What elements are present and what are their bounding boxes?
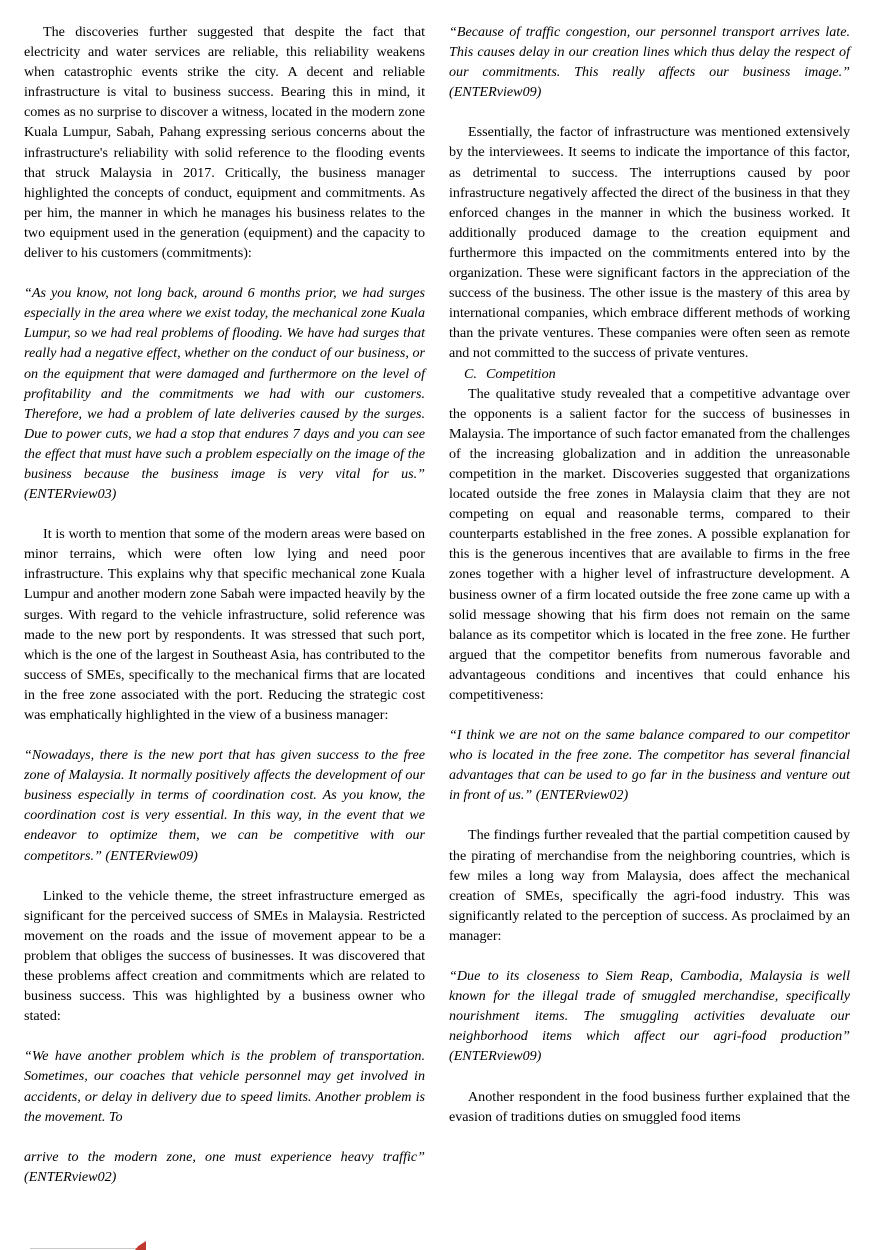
paragraph-modern-areas-terrain: It is worth to mention that some of the modern areas were based on minor terrains, which were often low lying and need poor infrastructure. This explains why that specific mechanical zone Kuala Lumpur and another modern zone Sabah were impacted heavily by the surges. With regard to the vehicle infrastructure, solid reference was made to the new port by respondents. It was stressed that such port, which is the one of the largest in Southeast Asia, has contributed to the success of SMEs, specifically to the mechanical firms that are located in the free zone associated with the port. Reducing the strategic cost was emphatically highlighted in the view of a business manager:	[24, 526, 425, 723]
section-title: Competition	[486, 365, 556, 382]
paragraph-discoveries-infrastructure: The discoveries further suggested that despite the fact that electricity and water services are reliable, this reliability weakens when catastrophic events strike the city. A decent and reliable infrastructure is vital to business success. Bearing this in mind, it comes as no surprise to discover a witness, located in the modern zone Kuala Lumpur, Sabah, Pahang expressing serious concerns about the infrastructure's reliability with solid reference to the flooding events that struck Malaysia in 2017. Critically, the business manager highlighted the concepts of conduct, equipment and commitments. As per him, the manner in which he manages his business relates to the two equipment used in the generation (equipment) and the capacity to deliver to his customers (commitments):	[24, 24, 425, 262]
paragraph-competitive-advantage: The qualitative study revealed that a competitive advantage over the opponents is a salient factor for the success of businesses in Malaysia. The importance of such factor emanated from the challenges of the increasing globalization and in addition the unreasonable competition in the market. Discoveries suggested that organizations located outside the free zones in Malaysia claim that they are not competing on equal and reasonable terms, compared to their counterparts established in the free zones. A possible explanation for this is the generous incentives that are available to firms in the free zones together with a higher level of infrastructure development. A business owner of a firm located outside the free zone came up with a solid message showing that his firm does not remain on the same balance as its competitor which is located in the free zone. He further argued that the competitor benefits from numerous favorable and advantageous conditions and incentives that could enhance his competitiveness:	[449, 385, 850, 703]
blockquote-enterview02-balance: “I think we are not on the same balance compared to our competitor who is located in the free zone. The competitor has several financial advantages that can be used to go far in the business and venture out in front of us.” (ENTERview02)	[449, 727, 850, 804]
paragraph-infrastructure-factor-summary: Essentially, the factor of infrastructure was mentioned extensively by the interviewees. It seems to indicate the importance of this factor, as detrimental to success. The interruptions caused by poor infrastructure negatively affected the direct of the business in that they enforced changes in the manner in which the business worked. It additionally produced damage to the creation equipment and furthermore this impacted on the commitments entered into by the organization. These were significant factors in the appreciation of the success of the business. The other issue is the mastery of this area by international companies, which embrace different methods of working than the private ventures. These companies were often seen as remote and not committed to the success of private ventures.	[449, 124, 850, 362]
blockquote-enterview09-congestion: “Because of traffic congestion, our personnel transport arrives late. This causes delay in our creation lines which thus delay the respect of our commitments. This really affects our business image.” (ENTERview09)	[449, 24, 850, 101]
section-letter: C.	[464, 365, 477, 382]
blockquote-enterview09-port: “Nowadays, there is the new port that has given success to the free zone of Malaysia. It normally positively affects the development of our business especially in terms of coordination cost. As you know, the coordination cost is very essential. In this way, in the event that we endeavor to optimize them, we can be competitive with our competitors.” (ENTERview09)	[24, 747, 425, 864]
paragraph-partial-competition-pirating: The findings further revealed that the partial competition caused by the pirating of merchandise from the neighboring countries, which is few miles a long way from Malaysia, does affect the mechanical creation of SMEs, specifically the agri-food industry. This was significantly related to the perception of success. As proclaimed by an manager:	[449, 827, 850, 944]
blockquote-enterview09-smuggling: “Due to its closeness to Siem Reap, Cambodia, Malaysia is well known for the illegal trade of smuggled merchandise, specifically nourishment items. The smuggling activities devaluate our neighborhood items which affect our agri-food production” (ENTERview09)	[449, 968, 850, 1065]
two-column-text-body	[24, 22, 850, 1244]
blockquote-enterview02-transportation-part2: arrive to the modern zone, one must experience heavy traffic” (ENTERview02)	[24, 1148, 425, 1185]
paragraph-another-respondent-food: Another respondent in the food business further explained that the evasion of traditions duties on smuggled food items	[449, 1088, 850, 1125]
blockquote-enterview03: “As you know, not long back, around 6 months prior, we had surges especially in the area where we exist today, the mechanical zone Kuala Lumpur, so we had real problems of flooding. We have had surges that really had a negative effect, whether on the conduct of our business, or on the equipment that were damaged and furthermore on the level of profitability and the commitments we had with our customers. Therefore, we had a problem of late deliveries caused by the surges. Due to power cuts, we had a stop that endures 7 days and you can see the effect that must have such a problem especially on the image of the business because the business image is very vital for us.” (ENTERview03)	[24, 285, 425, 503]
paragraph-street-infrastructure: Linked to the vehicle theme, the street infrastructure emerged as significant for the perceived success of SMEs in Malaysia. Restricted movement on the roads and the issue of movement appear to be a problem that obliges the success of businesses. It was discovered that these problems affect creation and commitments which are related to business success. This was highlighted by a business owner who stated:	[24, 887, 425, 1025]
blockquote-enterview02-transportation-part1: “We have another problem which is the problem of transportation. Sometimes, our coaches that vehicle personnel may get involved in accidents, or delay in delivery due to speed limits. Another problem is the movement. To	[24, 1048, 425, 1125]
section-heading-competition	[449, 364, 850, 384]
